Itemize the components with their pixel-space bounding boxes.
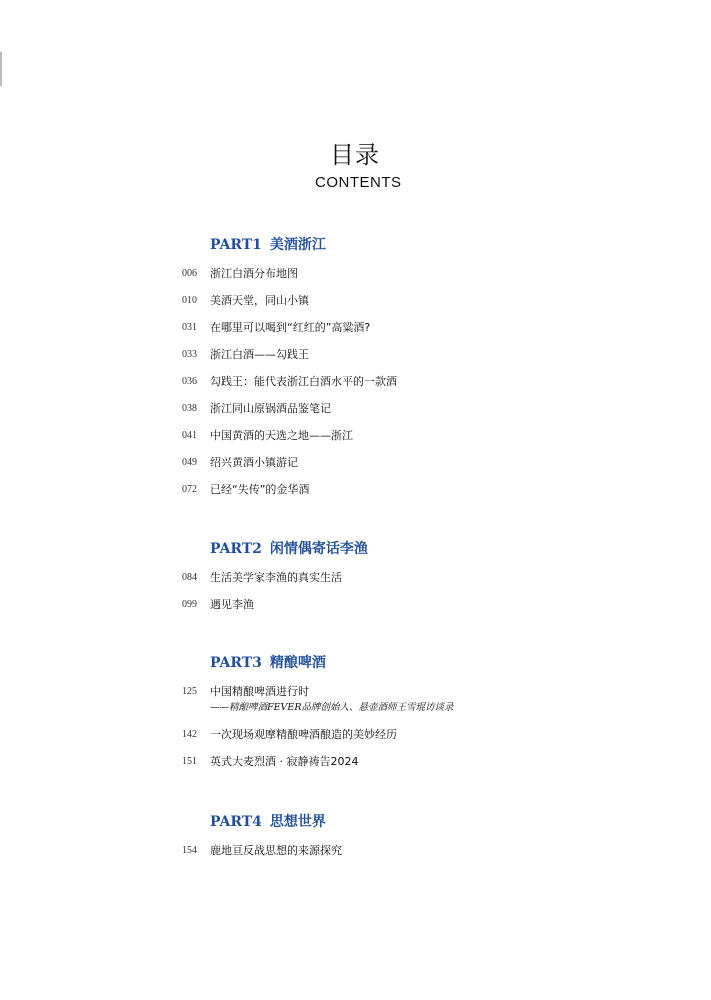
entry-title: 绍兴黄酒小镇游记	[210, 456, 298, 469]
toc-entry[interactable]	[0, 570, 711, 586]
part-name: 思想世界	[269, 814, 326, 830]
page-number: 099	[182, 599, 197, 610]
entry-title: 中国黄酒的天选之地——浙江	[210, 429, 353, 442]
toc-entry[interactable]	[0, 455, 711, 471]
part-label: PART3	[210, 655, 262, 671]
toc-entry[interactable]	[0, 266, 711, 282]
part-heading-1[interactable]	[210, 236, 326, 254]
entry-title: 勾践王：能代表浙江白酒水平的一款酒	[210, 375, 397, 388]
entry-title: 中国精酿啤酒进行时	[210, 685, 309, 698]
entry-title: 在哪里可以喝到“红红的”高粱酒?	[210, 321, 371, 334]
toc-entry[interactable]	[0, 293, 711, 309]
page-number: 072	[182, 484, 197, 495]
page-number: 031	[182, 322, 197, 333]
part-name: 精酿啤酒	[269, 655, 326, 671]
part-label: PART1	[210, 237, 262, 253]
page-number: 084	[182, 572, 197, 583]
page-number: 049	[182, 457, 197, 468]
part-heading-4[interactable]	[210, 813, 326, 831]
toc-title-chinese: 目录	[330, 141, 380, 169]
toc-entry[interactable]	[0, 347, 711, 363]
page-number: 010	[182, 295, 197, 306]
page-edge-mark	[0, 52, 2, 86]
toc-title-english: CONTENTS	[315, 174, 402, 191]
toc-entry[interactable]	[0, 428, 711, 444]
entry-title: 已经“失传”的金华酒	[210, 483, 310, 496]
page-number: 154	[182, 845, 197, 856]
toc-entry[interactable]	[0, 684, 711, 713]
entry-title: 生活美学家李渔的真实生活	[210, 571, 342, 584]
entry-title: 浙江同山原锅酒品鉴笔记	[210, 402, 331, 415]
entry-title: 浙江白酒分布地图	[210, 267, 298, 280]
page-number: 041	[182, 430, 197, 441]
entry-title: 美酒天堂，同山小镇	[210, 294, 309, 307]
part-name: 美酒浙江	[269, 237, 326, 253]
toc-entry[interactable]	[0, 754, 711, 770]
page-number: 038	[182, 403, 197, 414]
part-label: PART2	[210, 541, 262, 557]
page-number: 006	[182, 268, 197, 279]
entry-title: 遇见李渔	[210, 598, 254, 611]
entry-title: 鹿地亘反战思想的来源探究	[210, 844, 342, 857]
page-number: 151	[182, 756, 197, 767]
entry-title: 浙江白酒——勾践王	[210, 348, 309, 361]
page-number: 142	[182, 729, 197, 740]
toc-entry[interactable]	[0, 482, 711, 498]
page-number: 036	[182, 376, 197, 387]
page-number: 125	[182, 686, 197, 697]
toc-entry[interactable]	[0, 597, 711, 613]
page-number: 033	[182, 349, 197, 360]
part-heading-3[interactable]	[210, 654, 326, 672]
entry-title: 一次现场观摩精酿啤酒酿造的美妙经历	[210, 728, 397, 741]
entry-title: 英式大麦烈酒 · 寂静祷告2024	[210, 755, 359, 768]
toc-entry[interactable]	[0, 843, 711, 859]
toc-entry[interactable]	[0, 374, 711, 390]
toc-entry[interactable]	[0, 320, 711, 336]
toc-entry[interactable]	[0, 401, 711, 417]
toc-entry[interactable]	[0, 727, 711, 743]
part-label: PART4	[210, 814, 262, 830]
entry-subtitle: ——精酿啤酒FEVER品牌创始人、悬壶酒师王雪琨访谈录	[210, 702, 454, 713]
part-heading-2[interactable]	[210, 540, 368, 558]
part-name: 闲情偶寄话李渔	[269, 541, 368, 557]
